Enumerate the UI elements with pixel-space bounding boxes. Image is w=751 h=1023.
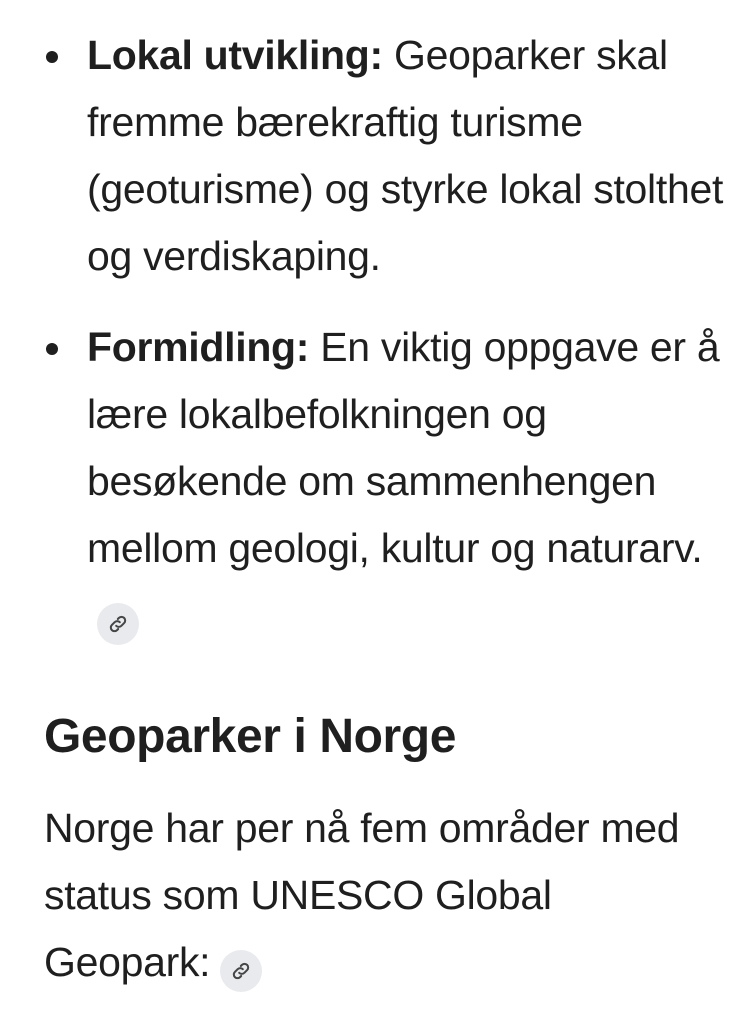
- source-link-button[interactable]: [97, 603, 139, 645]
- link-icon: [107, 613, 129, 635]
- paragraph-text: Norge har per nå fem områder med status som UNESCO Global Geopark:: [44, 805, 680, 985]
- source-link-button[interactable]: [220, 950, 262, 992]
- link-icon: [230, 960, 252, 982]
- list-item: [44, 314, 724, 649]
- bullet-text: En viktig oppgave er å lære lokalbefolkningen og besøkende om sammenhengen mellom geologi, kultur og naturarv.: [87, 324, 720, 571]
- list-item: [44, 22, 724, 290]
- section-heading: Geoparker i Norge: [44, 710, 457, 763]
- bullet-text: Geoparker skal fremme bærekraftig turisme (geoturisme) og styrke lokal stolthet og verdiskaping.: [87, 32, 724, 279]
- bullet-term: Formidling:: [87, 324, 321, 370]
- bullet-list: [44, 22, 724, 649]
- section-paragraph: [44, 795, 724, 996]
- bullet-dot: [46, 51, 58, 63]
- bullet-dot: [46, 343, 58, 355]
- bullet-term: Lokal utvikling:: [87, 32, 394, 78]
- response-content: [44, 22, 724, 996]
